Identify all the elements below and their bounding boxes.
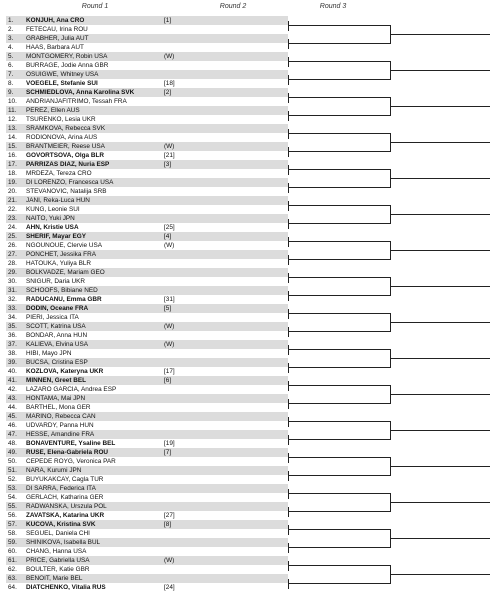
round2-slot [288,511,390,512]
seed-label: (W) [164,143,175,150]
round2-slot [288,331,390,332]
entry-number: 49. [8,449,17,456]
seed-label: [31] [164,296,175,303]
entry-number: 27. [8,251,17,258]
seed-label: [25] [164,224,175,231]
round2-slot [288,421,390,422]
round3-slot [390,538,490,539]
entry-number: 16. [8,152,17,159]
draw-entry [6,358,288,367]
entry-number: 37. [8,341,17,348]
player-name: DI SARRA, Federica ITA [26,485,96,492]
draw-entry [6,574,288,583]
draw-entry [6,511,288,520]
player-name: SHINIKOVA, Isabella BUL [26,539,101,546]
draw-entry [6,583,288,592]
entry-number: 7. [8,71,14,78]
entry-number: 32. [8,296,17,303]
draw-entry [6,160,288,169]
seed-label: [27] [164,512,175,519]
draw-entry [6,367,288,376]
seed-label: [3] [164,161,172,168]
player-name: HATOUKA, Yuliya BLR [26,260,91,267]
player-name: SHERIF, Mayar EGY [26,233,87,240]
draw-entry [6,295,288,304]
entry-number: 35. [8,323,17,330]
player-name: JANI, Reka-Luca HUN [26,197,90,204]
draw-entry [6,376,288,385]
draw-entry [6,403,288,412]
entry-number: 22. [8,206,17,213]
entry-number: 47. [8,431,17,438]
player-name: UDVARDY, Panna HUN [26,422,94,429]
round3-slot [390,34,490,35]
entry-number: 2. [8,26,14,33]
player-name: KALIEVA, Elvina USA [26,341,89,348]
entry-number: 57. [8,521,17,528]
draw-entry [6,322,288,331]
round2-slot [288,313,390,314]
entry-number: 45. [8,413,17,420]
round2-slot [288,583,390,584]
draw-entry [6,241,288,250]
player-name: ANDRIANJAFITRIMO, Tessah FRA [26,98,127,105]
round3-slot [390,394,490,395]
entry-number: 21. [8,197,17,204]
round2-slot [288,529,390,530]
draw-entry [6,25,288,34]
draw-entry [6,394,288,403]
seed-label: (W) [164,341,175,348]
round2-slot [288,475,390,476]
draw-entry [6,439,288,448]
draw-entry [6,538,288,547]
draw-entry [6,205,288,214]
entry-number: 9. [8,89,14,96]
round2-slot [288,223,390,224]
round2-slot [288,205,390,206]
draw-entry [6,97,288,106]
round3-slot [390,466,490,467]
entry-number: 11. [8,107,17,114]
player-name: BRANTMEIER, Reese USA [26,143,105,150]
player-name: SRAMKOVA, Rebecca SVK [26,125,106,132]
round2-slot [288,151,390,152]
entry-number: 61. [8,557,17,564]
round2-slot [288,79,390,80]
seed-label: (W) [164,53,175,60]
player-name: MARINO, Rebecca CAN [26,413,96,420]
entry-number: 1. [8,17,14,24]
seed-label: (W) [164,557,175,564]
round2-slot [288,259,390,260]
seed-label: [6] [164,377,172,384]
draw-entry [6,133,288,142]
draw-entry [6,61,288,70]
draw-entry [6,484,288,493]
entry-number: 59. [8,539,17,546]
round2-slot [288,547,390,548]
draw-entry [6,16,288,25]
entry-number: 58. [8,530,17,537]
round2-slot [288,439,390,440]
round2-slot [288,295,390,296]
round2-slot [288,349,390,350]
player-name: PONCHET, Jessika FRA [26,251,96,258]
draw-entry [6,430,288,439]
entry-number: 38. [8,350,17,357]
player-name: DIATCHENKO, Vitalia RUS [26,584,106,591]
round2-slot [288,457,390,458]
entry-number: 44. [8,404,17,411]
round2-slot [288,241,390,242]
round2-header: Round 2 [219,3,247,10]
entry-number: 46. [8,422,17,429]
draw-entry [6,304,288,313]
entry-number: 29. [8,269,17,276]
entry-number: 41. [8,377,17,384]
entry-number: 8. [8,80,14,87]
player-name: GRABHER, Julia AUT [26,35,89,42]
round2-slot [288,565,390,566]
draw-entry [6,286,288,295]
round2-slot [288,277,390,278]
entry-number: 53. [8,485,17,492]
player-name: HAAS, Barbara AUT [26,44,84,51]
round3-slot [390,430,490,431]
draw-entry [6,331,288,340]
player-name: KUNG, Leonie SUI [26,206,80,213]
entry-number: 34. [8,314,17,321]
round3-slot [390,250,490,251]
player-name: KONJUH, Ana CRO [26,17,85,24]
player-name: SCHOOFS, Bibiane NED [26,287,98,294]
draw-entry [6,169,288,178]
draw-entry [6,124,288,133]
seed-label: (W) [164,242,175,249]
entry-number: 13. [8,125,17,132]
entry-number: 63. [8,575,17,582]
player-name: MRDEZA, Tereza CRO [26,170,92,177]
round1-header: Round 1 [81,3,109,10]
seed-label: [18] [164,80,175,87]
player-name: SCHMIEDLOVA, Anna Karolina SVK [26,89,135,96]
draw-entry [6,106,288,115]
draw-entry [6,196,288,205]
entry-number: 28. [8,260,17,267]
round2-slot [288,403,390,404]
draw-entry [6,223,288,232]
entry-number: 14. [8,134,17,141]
round2-slot [288,187,390,188]
player-name: RODIONOVA, Arina AUS [26,134,98,141]
draw-entry [6,34,288,43]
draw-entry [6,52,288,61]
draw-entry [6,232,288,241]
player-name: RUSE, Elena-Gabriela ROU [26,449,109,456]
entry-number: 6. [8,62,14,69]
entry-number: 60. [8,548,17,555]
draw-entry [6,556,288,565]
round2-slot [288,25,390,26]
draw-entry [6,493,288,502]
draw-entry [6,178,288,187]
player-name: HONTAMA, Mai JPN [26,395,86,402]
player-name: CEPEDE ROYG, Veronica PAR [26,458,116,465]
seed-label: [21] [164,152,175,159]
round2-slot [288,61,390,62]
seed-label: [24] [164,584,175,591]
entry-number: 40. [8,368,17,375]
entry-number: 42. [8,386,17,393]
entry-number: 19. [8,179,17,186]
seed-label: [1] [164,17,172,24]
player-name: RADUCANU, Emma GBR [26,296,102,303]
draw-entry [6,268,288,277]
entry-number: 5. [8,53,14,60]
player-name: LAZARO GARCIA, Andrea ESP [26,386,117,393]
player-name: BONAVENTURE, Ysaline BEL [26,440,116,447]
entry-number: 36. [8,332,17,339]
player-name: HIBI, Mayo JPN [26,350,72,357]
draw-entry [6,259,288,268]
entry-number: 50. [8,458,17,465]
player-name: MONTGOMERY, Robin USA [26,53,108,60]
round2-slot [288,133,390,134]
seed-label: [2] [164,89,172,96]
draw-entry [6,565,288,574]
player-name: CHANG, Hanna USA [26,548,87,555]
entry-number: 43. [8,395,17,402]
draw-entry [6,475,288,484]
entry-number: 62. [8,566,17,573]
player-name: MINNEN, Greet BEL [26,377,87,384]
round2-slot [288,97,390,98]
draw-entry [6,142,288,151]
entry-number: 20. [8,188,17,195]
player-name: DI LORENZO, Francesca USA [26,179,114,186]
player-name: BARTHEL, Mona GER [26,404,91,411]
entry-number: 56. [8,512,17,519]
draw-entry [6,385,288,394]
player-name: SEGUEL, Daniela CHI [26,530,90,537]
draw-entry [6,250,288,259]
entry-number: 48. [8,440,17,447]
draw-entry [6,313,288,322]
draw-entry [6,214,288,223]
player-name: KUCOVA, Kristina SVK [26,521,96,528]
entry-number: 17. [8,161,17,168]
player-name: BOLKVADZE, Mariam GEO [26,269,105,276]
entry-number: 4. [8,44,14,51]
player-name: OSUIGWE, Whitney USA [26,71,99,78]
player-name: BOULTER, Katie GBR [26,566,90,573]
draw-entry [6,277,288,286]
player-name: GOVORTSOVA, Olga BLR [26,152,104,159]
entry-number: 52. [8,476,17,483]
round3-slot [390,358,490,359]
entry-number: 12. [8,116,17,123]
draw-entry [6,187,288,196]
draw-entry [6,457,288,466]
seed-label: [8] [164,521,172,528]
round3-slot [390,322,490,323]
seed-label: [5] [164,305,172,312]
draw-entry [6,448,288,457]
player-name: KOZLOVA, Kateryna UKR [26,368,104,375]
draw-entry [6,349,288,358]
draw-entry [6,502,288,511]
player-name: DODIN, Oceane FRA [26,305,89,312]
round2-slot [288,385,390,386]
round3-slot [390,178,490,179]
draw-entry [6,340,288,349]
draw-entry [6,79,288,88]
round2-slot [288,493,390,494]
draw-entry [6,43,288,52]
player-name: PIERI, Jessica ITA [26,314,79,321]
draw-entry [6,421,288,430]
draw-entry [6,520,288,529]
player-name: BUYUKAKCAY, Cagla TUR [26,476,104,483]
player-name: NARA, Kurumi JPN [26,467,82,474]
player-name: SCOTT, Katrina USA [26,323,86,330]
player-name: BURRAGE, Jodie Anna GBR [26,62,109,69]
seed-label: (W) [164,323,175,330]
player-name: PRICE, Gabriella USA [26,557,90,564]
player-name: TSURENKO, Lesia UKR [26,116,96,123]
player-name: NAITO, Yuki JPN [26,215,75,222]
player-name: GERLACH, Katharina GER [26,494,104,501]
player-name: STEVANOVIC, Natalija SRB [26,188,107,195]
player-name: VOEGELE, Stefanie SUI [26,80,98,87]
entry-number: 23. [8,215,17,222]
entry-number: 15. [8,143,17,150]
player-name: ZAVATSKA, Katarina UKR [26,512,105,519]
entry-number: 26. [8,242,17,249]
entry-number: 25. [8,233,17,240]
entry-number: 54. [8,494,17,501]
seed-label: [19] [164,440,175,447]
player-name: BONDAR, Anna HUN [26,332,88,339]
entry-number: 24. [8,224,17,231]
round3-slot [390,70,490,71]
round2-slot [288,367,390,368]
draw-entry [6,151,288,160]
round2-slot [288,169,390,170]
player-name: SNIGUR, Daria UKR [26,278,85,285]
draw-entry [6,466,288,475]
draw-entry [6,547,288,556]
entry-number: 31. [8,287,17,294]
round3-slot [390,286,490,287]
round2-slot [288,115,390,116]
draw-entry [6,70,288,79]
round3-slot [390,106,490,107]
entry-number: 30. [8,278,17,285]
player-name: BUCSA, Cristina ESP [26,359,88,366]
seed-label: [7] [164,449,172,456]
entry-number: 51. [8,467,17,474]
entry-number: 3. [8,35,14,42]
player-name: BENOIT, Marie BEL [26,575,83,582]
entry-number: 39. [8,359,17,366]
player-name: NGOUNOUE, Clervie USA [26,242,102,249]
round3-slot [390,502,490,503]
entry-number: 64. [8,584,17,591]
draw-entry [6,412,288,421]
round3-slot [390,214,490,215]
player-name: HESSE, Amandine FRA [26,431,95,438]
round3-header: Round 3 [319,3,347,10]
player-name: RADWANSKA, Urszula POL [26,503,107,510]
draw-entry [6,529,288,538]
round3-slot [390,574,490,575]
seed-label: [4] [164,233,172,240]
draw-entry [6,88,288,97]
player-name: AHN, Kristie USA [26,224,79,231]
player-name: FETECAU, Irina ROU [26,26,88,33]
round2-slot [288,43,390,44]
round3-slot [390,142,490,143]
draw-entry [6,115,288,124]
entry-number: 33. [8,305,17,312]
player-name: PARRIZAS DIAZ, Nuria ESP [26,161,110,168]
entry-number: 18. [8,170,17,177]
player-name: PEREZ, Ellen AUS [26,107,80,114]
entry-number: 55. [8,503,17,510]
seed-label: [17] [164,368,175,375]
entry-number: 10. [8,98,17,105]
